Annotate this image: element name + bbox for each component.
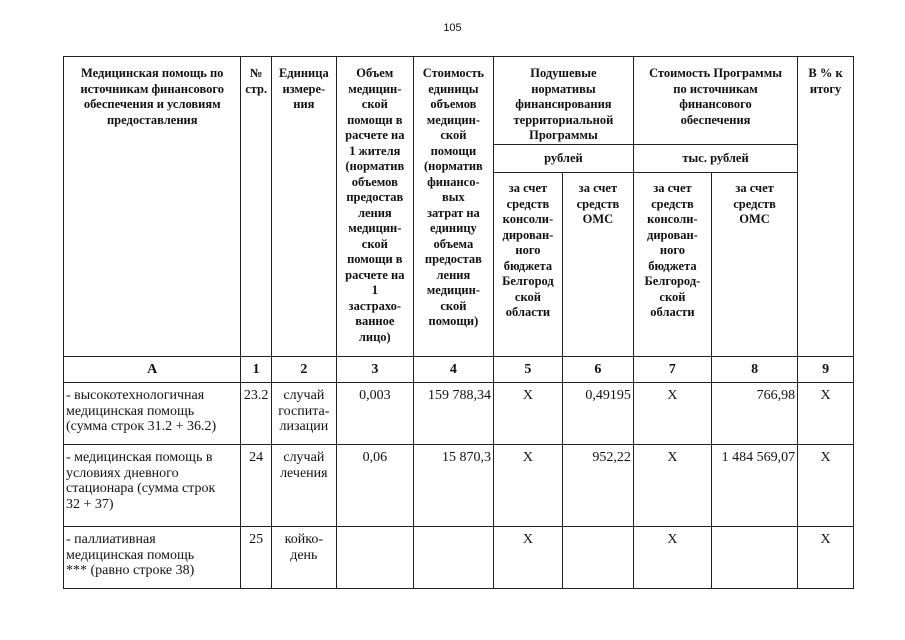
- cell-text-line: обеспечения и условиям: [83, 97, 221, 111]
- row-number: 24: [241, 445, 271, 527]
- row-percent: Х: [798, 445, 854, 527]
- cell-text-line: ления: [357, 205, 392, 220]
- row-budget-cost: Х: [633, 383, 711, 445]
- cell-text-line: расчете на: [345, 128, 405, 142]
- cell-text-line: единицы: [428, 81, 479, 96]
- table-row: [64, 527, 854, 589]
- cell-text-line: Стоимость: [422, 66, 484, 80]
- header-unit-thousand-rubles: тыс. рублей: [633, 145, 797, 173]
- header-col-2: [271, 57, 336, 357]
- index-cell: 9: [798, 357, 854, 383]
- row-unit: [271, 383, 336, 445]
- row-oms-per-capita: 952,22: [562, 445, 633, 527]
- row-unit: [271, 445, 336, 527]
- row-unit-cost: [413, 527, 493, 589]
- cell-text-line: стационара (сумма строк: [66, 481, 216, 496]
- header-col-6: [562, 173, 633, 357]
- cell-text-line: день: [290, 547, 318, 563]
- header-row-1: [64, 57, 854, 145]
- cell-text-line: объема: [433, 236, 474, 251]
- header-col-3: [336, 57, 413, 357]
- cell-text-line: измере-: [282, 81, 326, 96]
- cell-text-line: ления: [436, 267, 471, 282]
- table-row: [64, 383, 854, 445]
- cell-text-line: условиях дневного: [66, 465, 179, 481]
- cell-text-line: средств: [733, 196, 776, 211]
- cell-text-line: госпита-: [278, 403, 330, 419]
- cell-text-line: финансового: [679, 97, 752, 111]
- cell-text-line: 1: [371, 283, 378, 297]
- cell-text-line: ОМС: [582, 212, 614, 226]
- row-unit: [271, 527, 336, 589]
- cell-text-line: помощи: [430, 143, 477, 158]
- cell-text-line: застрахо-: [348, 298, 402, 313]
- cell-text-line: ской: [361, 97, 388, 111]
- cell-text-line: расчете на: [345, 267, 405, 282]
- cell-text-line: 32 + 37): [66, 496, 114, 512]
- cell-text-line: ванное: [355, 314, 395, 328]
- cell-text-line: ской: [440, 298, 467, 313]
- index-cell: 7: [633, 357, 711, 383]
- cell-text-line: ской: [659, 289, 686, 304]
- cell-text-line: лечения: [280, 465, 328, 481]
- row-oms-cost: [711, 527, 797, 589]
- index-cell: 2: [271, 357, 336, 383]
- cell-text-line: №: [249, 66, 263, 80]
- cell-text-line: ного: [659, 243, 685, 257]
- header-col-9: [798, 57, 854, 357]
- row-volume: [336, 527, 413, 589]
- cell-text-line: лицо): [358, 329, 391, 344]
- cell-text-line: (сумма строк 31.2 + 36.2): [66, 419, 217, 434]
- row-oms-cost: 766,98: [711, 383, 797, 445]
- cell-text-line: лизации: [279, 419, 329, 434]
- cell-text-line: медицин-: [348, 221, 402, 235]
- row-percent: Х: [798, 527, 854, 589]
- cell-text-line: ного: [515, 243, 541, 257]
- cell-text-line: средств: [651, 196, 694, 211]
- cell-text-line: Белгород-: [644, 274, 701, 288]
- row-budget-per-capita: Х: [493, 383, 562, 445]
- cell-text-line: консоли-: [502, 212, 554, 226]
- cell-text-line: территориальной: [513, 112, 614, 127]
- cell-text-line: Белгород: [502, 274, 554, 288]
- cell-text-line: - паллиативная: [66, 532, 156, 547]
- cell-text-line: медицинская помощь: [66, 403, 195, 419]
- header-col-4: [413, 57, 493, 357]
- page-number: 105: [443, 22, 462, 34]
- index-cell: 3: [336, 357, 413, 383]
- table-row: [64, 445, 854, 527]
- cell-text-line: области: [650, 305, 695, 319]
- cell-text-line: дирован-: [647, 227, 698, 242]
- row-name: [64, 445, 241, 527]
- cell-text-line: (норматив: [345, 159, 405, 173]
- cell-text-line: единицу: [430, 221, 477, 235]
- row-oms-per-capita: [562, 527, 633, 589]
- cell-text-line: итогу: [809, 81, 842, 96]
- cell-text-line: консоли-: [647, 212, 698, 226]
- cell-text-line: объемов: [351, 174, 398, 189]
- row-unit-cost: 159 788,34: [413, 383, 493, 445]
- index-cell: 5: [493, 357, 562, 383]
- cell-text-line: вых: [442, 190, 465, 204]
- row-volume: 0,003: [336, 383, 413, 445]
- cell-text-line: медицинская помощь: [66, 547, 195, 563]
- cell-text-line: (норматив: [423, 159, 483, 173]
- cell-text-line: койко-: [284, 532, 323, 547]
- cell-text-line: ской: [361, 236, 388, 251]
- cell-text-line: обеспечения: [680, 112, 751, 127]
- index-cell: 1: [241, 357, 271, 383]
- cell-text-line: - высокотехнологичная: [66, 388, 205, 403]
- index-cell: 4: [413, 357, 493, 383]
- header-col-1: [241, 57, 271, 357]
- cell-text-line: предостав: [346, 190, 404, 204]
- row-budget-per-capita: Х: [493, 527, 562, 589]
- cell-text-line: дирован-: [502, 227, 554, 242]
- cell-text-line: бюджета: [648, 258, 697, 273]
- header-unit-rubles: рублей: [493, 145, 633, 173]
- row-oms-cost: 1 484 569,07: [711, 445, 797, 527]
- row-unit-cost: 15 870,3: [413, 445, 493, 527]
- cell-text-line: ния: [293, 97, 315, 111]
- row-volume: 0,06: [336, 445, 413, 527]
- cell-text-line: - медицинская помощь в: [66, 450, 213, 465]
- cell-text-line: средств: [576, 196, 620, 211]
- cell-text-line: области: [505, 305, 551, 319]
- row-oms-per-capita: 0,49195: [562, 383, 633, 445]
- cell-text-line: средств: [506, 196, 550, 211]
- cell-text-line: помощи в: [347, 252, 403, 266]
- cell-text-line: источникам финансового: [80, 81, 224, 96]
- cell-text-line: финансо-: [427, 174, 480, 189]
- row-name: [64, 383, 241, 445]
- cell-text-line: ской: [514, 289, 541, 304]
- cell-text-line: медицин-: [426, 112, 480, 127]
- cell-text-line: ОМС: [739, 212, 770, 226]
- cell-text-line: за счет: [735, 181, 774, 195]
- cell-text-line: 1 жителя: [349, 143, 401, 158]
- cell-text-line: бюджета: [503, 258, 553, 273]
- cell-text-line: Медицинская помощь по: [81, 66, 224, 80]
- row-budget-cost: Х: [633, 527, 711, 589]
- row-budget-per-capita: Х: [493, 445, 562, 527]
- cell-text-line: случай: [283, 450, 325, 465]
- row-percent: Х: [798, 383, 854, 445]
- cell-text-line: Объем: [356, 66, 394, 80]
- cell-text-line: объемов: [430, 97, 477, 111]
- column-index-row: [64, 357, 854, 383]
- cell-text-line: нормативы: [531, 81, 596, 96]
- row-number: 23.2: [241, 383, 271, 445]
- row-budget-cost: Х: [633, 445, 711, 527]
- financing-table: [63, 56, 854, 589]
- cell-text-line: случай: [283, 388, 325, 403]
- header-col-8: [711, 173, 797, 357]
- cell-text-line: медицин-: [348, 81, 402, 96]
- header-col-5: [493, 173, 562, 357]
- cell-text-line: за счет: [653, 181, 692, 195]
- row-number: 25: [241, 527, 271, 589]
- cell-text-line: медицин-: [426, 283, 480, 297]
- cell-text-line: *** (равно строке 38): [66, 563, 195, 578]
- cell-text-line: помощи): [428, 314, 479, 328]
- cell-text-line: финансирования: [515, 97, 612, 111]
- cell-text-line: ской: [440, 128, 467, 142]
- cell-text-line: Подушевые: [530, 66, 597, 80]
- index-cell: А: [64, 357, 241, 383]
- header-col-a: [64, 57, 241, 357]
- cell-text-line: В % к: [808, 66, 843, 80]
- cell-text-line: по источникам: [673, 81, 758, 96]
- cell-text-line: стр.: [245, 81, 268, 96]
- row-name: [64, 527, 241, 589]
- cell-text-line: предоставления: [106, 112, 198, 127]
- cell-text-line: затрат на: [426, 205, 480, 220]
- cell-text-line: Программы: [529, 128, 598, 142]
- cell-text-line: предостав: [424, 252, 482, 266]
- header-col-7: [633, 173, 711, 357]
- index-cell: 8: [711, 357, 797, 383]
- cell-text-line: Единица: [278, 66, 329, 80]
- cell-text-line: за счет: [508, 181, 548, 195]
- header-group-program-cost: [633, 57, 797, 145]
- cell-text-line: помощи в: [347, 112, 403, 127]
- cell-text-line: Стоимость Программы: [649, 66, 782, 80]
- header-group-per-capita: [493, 57, 633, 145]
- index-cell: 6: [562, 357, 633, 383]
- cell-text-line: за счет: [578, 181, 618, 195]
